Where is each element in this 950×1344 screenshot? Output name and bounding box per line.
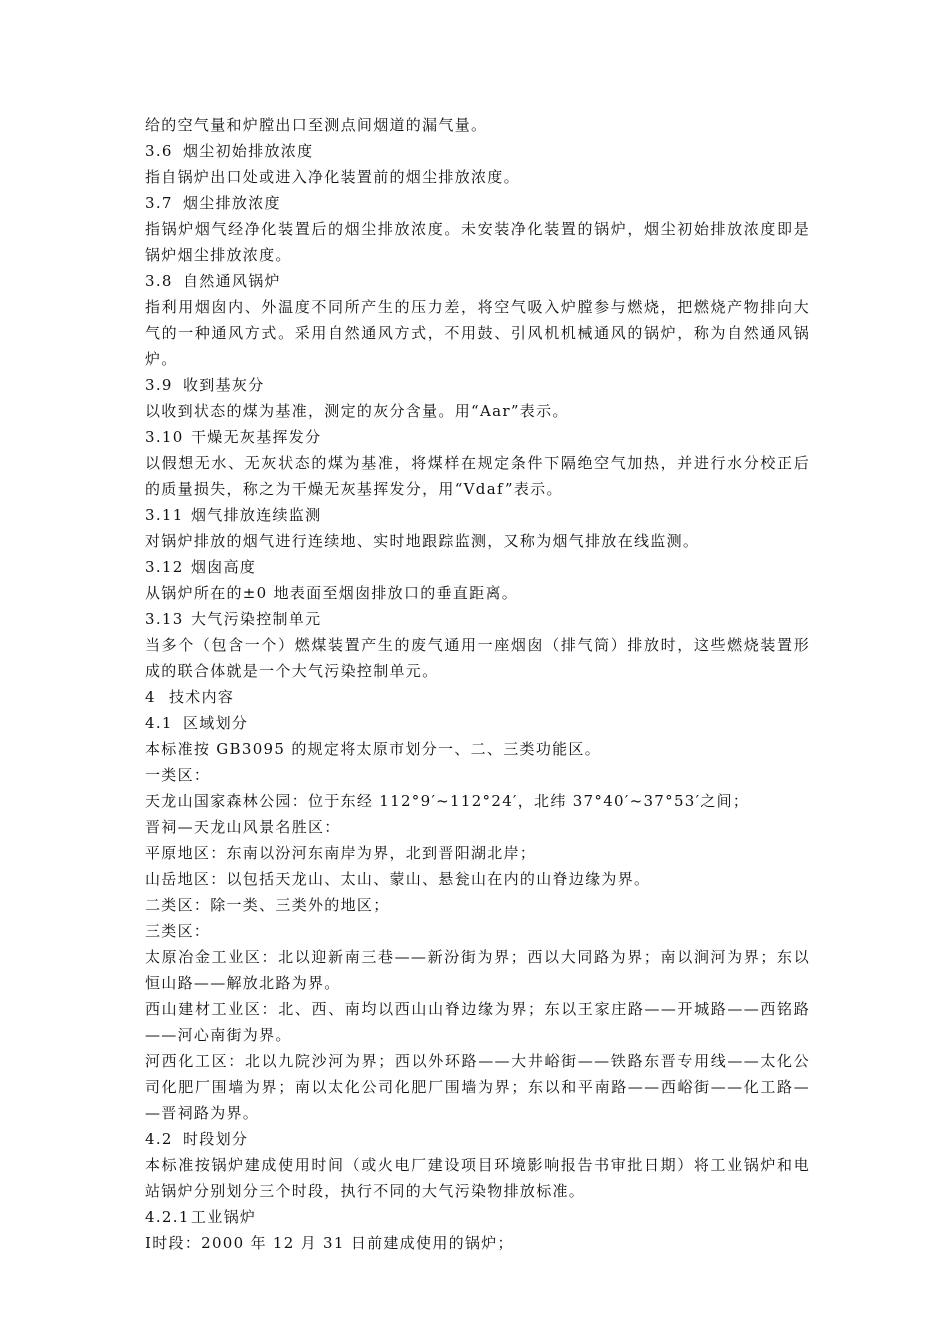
- section-heading-4: [145, 684, 810, 710]
- section-number: 3.10: [145, 428, 184, 446]
- text-line: 河西化工区：北以九院沙河为界；西以外环路——大井峪街——铁路东晋专用线——太化公: [145, 1052, 810, 1070]
- section-number: 3.11: [145, 506, 184, 524]
- section-title: 时段划分: [183, 1130, 249, 1148]
- text-line: 一类区：: [145, 766, 211, 784]
- section-title: 烟尘排放浓度: [183, 194, 281, 212]
- section-number: 3.13: [145, 610, 184, 628]
- text-line: 指锅炉烟气经净化装置后的烟尘排放浓度。未安装净化装置的锅炉，烟尘初始排放浓度即是: [145, 220, 810, 238]
- section-heading-3-9: [145, 372, 810, 398]
- section-title: 大气污染控制单元: [191, 610, 322, 628]
- section-title: 自然通风锅炉: [183, 272, 281, 290]
- section-heading-4-1: [145, 710, 810, 736]
- section-number: 3.7: [145, 194, 173, 212]
- section-title: 烟囱高度: [191, 558, 257, 576]
- section-title: 技术内容: [169, 688, 235, 706]
- text-line: 给的空气量和炉膛出口至测点间烟道的漏气量。: [145, 116, 488, 134]
- section-heading-4-2-1: [145, 1204, 810, 1230]
- section-heading-3-6: [145, 138, 810, 164]
- text-line: 太原冶金工业区：北以迎新南三巷——新汾街为界；西以大同路为界；南以涧河为界；东以: [145, 948, 810, 966]
- text-line: Ⅰ时段：2000 年 12 月 31 日前建成使用的锅炉；: [145, 1234, 514, 1252]
- section-number: 4: [145, 688, 156, 706]
- section-heading-3-13: [145, 606, 810, 632]
- section-number: 4.2.1: [145, 1208, 190, 1226]
- text-line: 成的联合体就是一个大气污染控制单元。: [145, 662, 439, 680]
- section-heading-3-12: [145, 554, 810, 580]
- text-line: 站锅炉分别划分三个时段，执行不同的大气污染物排放标准。: [145, 1182, 586, 1200]
- text-line: 指利用烟囱内、外温度不同所产生的压力差，将空气吸入炉膛参与燃烧，把燃烧产物排向大: [145, 298, 810, 316]
- section-heading-3-11: [145, 502, 810, 528]
- text-line: 天龙山国家森林公园：位于东经 112°9′~112°24′，北纬 37°40′~37°53′之间；: [145, 792, 750, 810]
- text-line: —晋祠路为界。: [145, 1104, 260, 1122]
- text-line: 指自锅炉出口处或进入净化装置前的烟尘排放浓度。: [145, 168, 520, 186]
- text-line: 恒山路——解放北路为界。: [145, 974, 341, 992]
- text-line: 平原地区：东南以汾河东南岸为界，北到晋阳湖北岸；: [145, 844, 537, 862]
- text-line: 山岳地区：以包括天龙山、太山、蒙山、悬瓮山在内的山脊边缘为界。: [145, 870, 651, 888]
- text-line: 本标准按 GB3095 的规定将太原市划分一、二、三类功能区。: [145, 740, 602, 758]
- text-line: 对锅炉排放的烟气进行连续地、实时地跟踪监测，又称为烟气排放在线监测。: [145, 532, 700, 550]
- document-body: [145, 112, 810, 1256]
- text-line: 西山建材工业区：北、西、南均以西山山脊边缘为界；东以王家庄路——开城路——西铭路: [145, 1000, 810, 1018]
- section-heading-3-10: [145, 424, 810, 450]
- section-heading-3-7: [145, 190, 810, 216]
- section-number: 3.8: [145, 272, 173, 290]
- text-line: 二类区：除一类、三类外的地区；: [145, 896, 390, 914]
- section-title: 工业锅炉: [191, 1208, 257, 1226]
- text-line: 本标准按锅炉建成使用时间（或火电厂建设项目环境影响报告书审批日期）将工业锅炉和电: [145, 1156, 810, 1174]
- text-line: ——河心南街为界。: [145, 1026, 292, 1044]
- section-title: 烟尘初始排放浓度: [183, 142, 314, 160]
- text-line: 晋祠—天龙山风景名胜区：: [145, 818, 341, 836]
- section-title: 干燥无灰基挥发分: [191, 428, 322, 446]
- section-heading-4-2: [145, 1126, 810, 1152]
- text-line: 三类区：: [145, 922, 211, 940]
- text-line: 以收到状态的煤为基准，测定的灰分含量。用“Aar”表示。: [145, 402, 569, 420]
- section-number: 4.2: [145, 1130, 173, 1148]
- text-line: 气的一种通风方式。采用自然通风方式，不用鼓、引风机机械通风的锅炉，称为自然通风锅: [145, 324, 810, 342]
- section-number: 3.6: [145, 142, 173, 160]
- text-line: 从锅炉所在的±0 地表面至烟囱排放口的垂直距离。: [145, 584, 519, 602]
- section-title: 区域划分: [183, 714, 249, 732]
- section-number: 4.1: [145, 714, 173, 732]
- text-line: 的质量损失，称之为干燥无灰基挥发分，用“Vdaf”表示。: [145, 480, 563, 498]
- text-line: 当多个（包含一个）燃煤装置产生的废气通用一座烟囱（排气筒）排放时，这些燃烧装置形: [145, 636, 810, 654]
- text-line: 锅炉烟尘排放浓度。: [145, 246, 292, 264]
- text-line: 以假想无水、无灰状态的煤为基准，将煤样在规定条件下隔绝空气加热，并进行水分校正后: [145, 454, 810, 472]
- section-title: 收到基灰分: [183, 376, 265, 394]
- text-line: 炉。: [145, 350, 178, 368]
- text-line: 司化肥厂围墙为界；南以太化公司化肥厂围墙为界；东以和平南路——西峪街——化工路—: [145, 1078, 810, 1096]
- section-title: 烟气排放连续监测: [191, 506, 322, 524]
- section-number: 3.9: [145, 376, 173, 394]
- section-number: 3.12: [145, 558, 184, 576]
- section-heading-3-8: [145, 268, 810, 294]
